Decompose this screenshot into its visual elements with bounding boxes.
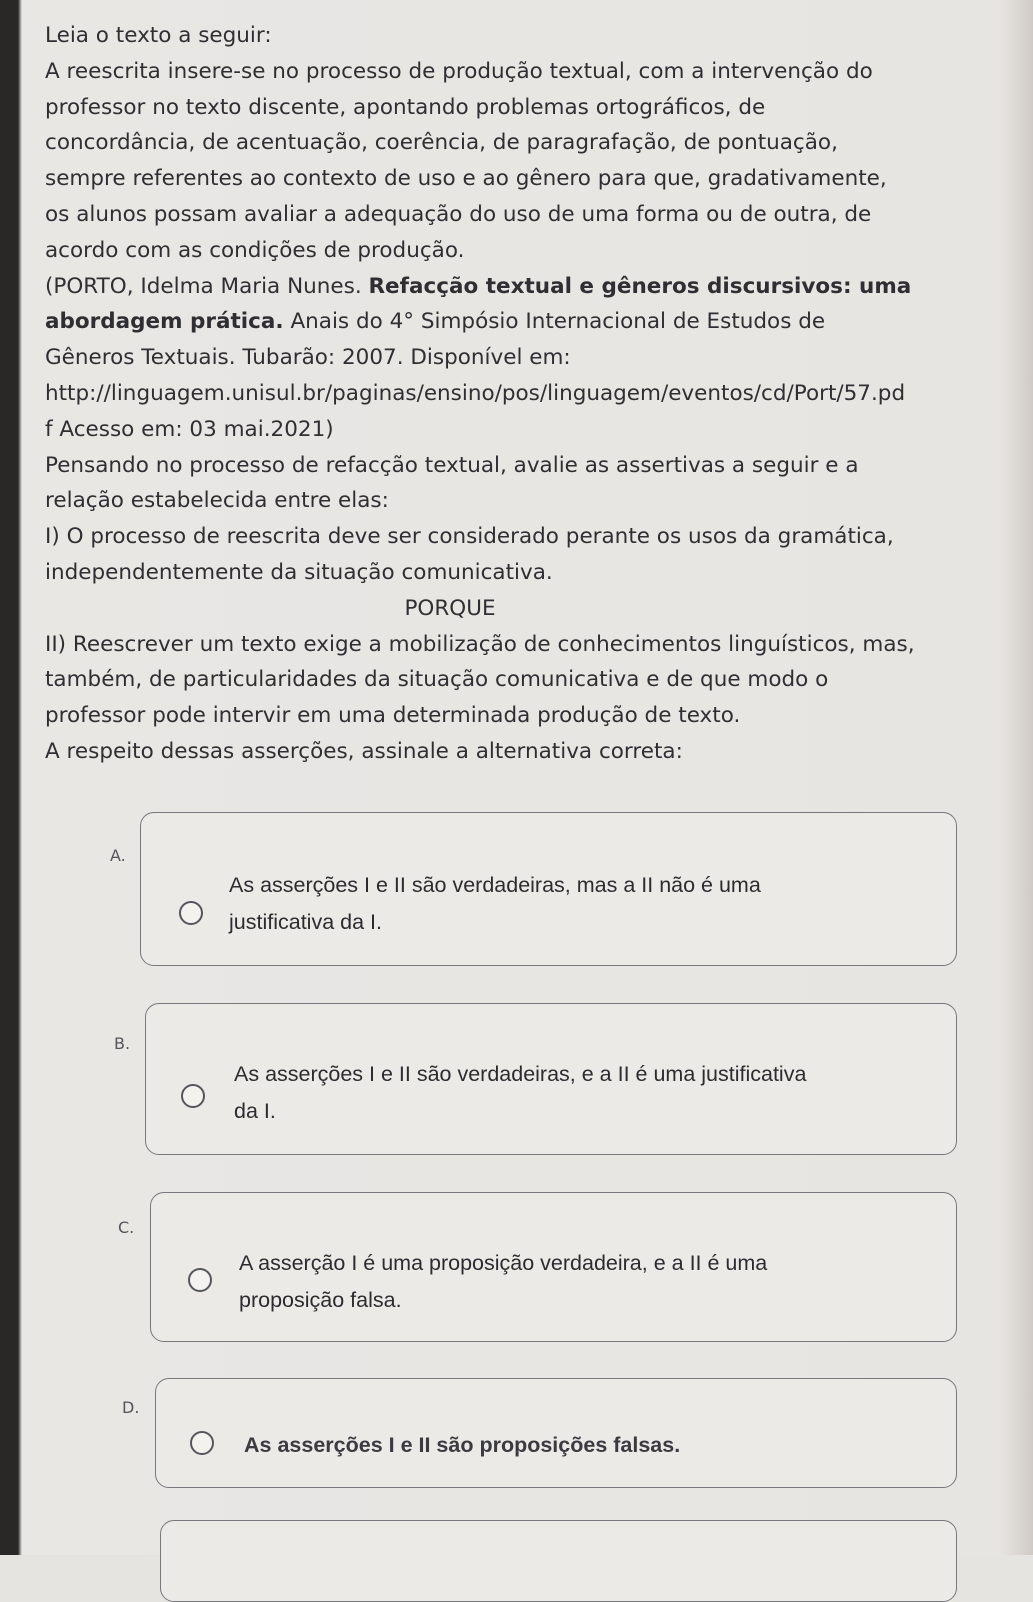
citation-title: Refacção textual e gêneros discursivos: uma xyxy=(368,273,912,299)
intro: Leia o texto a seguir: xyxy=(45,23,272,48)
citation-line xyxy=(45,304,985,340)
option-c-text xyxy=(239,1245,767,1319)
citation-line xyxy=(45,269,985,305)
option-letter-b: B. xyxy=(114,1034,131,1053)
passage-line: A reescrita insere-se no processo de produção textual, com a intervenção do xyxy=(45,58,873,84)
option-d-line: As asserções I e II são proposições falsas. xyxy=(244,1433,681,1457)
option-a-line: justificativa da I. xyxy=(229,910,382,934)
radio-d[interactable] xyxy=(190,1431,214,1455)
option-a-text xyxy=(229,867,761,941)
option-a-line: As asserções I e II são verdadeiras, mas a II não é uma xyxy=(229,873,761,897)
prompt-line: relação estabelecida entre elas: xyxy=(45,488,389,514)
passage-line: os alunos possam avaliar a adequação do uso de uma forma ou de outra, de xyxy=(45,201,872,227)
citation-title: abordagem prática. xyxy=(45,309,284,335)
option-d-text xyxy=(244,1427,680,1464)
passage-line: concordância, de acentuação, coerência, de paragrafação, de pontuação, xyxy=(45,130,838,156)
radio-c[interactable] xyxy=(188,1268,212,1292)
radio-a[interactable] xyxy=(179,901,203,925)
passage-line: professor no texto discente, apontando problemas ortográficos, de xyxy=(45,94,766,120)
assertion-1: independentemente da situação comunicativa. xyxy=(45,559,553,585)
citation-url: http://linguagem.unisul.br/paginas/ensino/pos/linguagem/eventos/cd/Port/57.pd xyxy=(45,380,906,406)
assertion-1: I) O processo de reescrita deve ser considerado perante os usos da gramática, xyxy=(45,524,894,550)
option-letter-c: C. xyxy=(118,1218,135,1237)
option-c[interactable] xyxy=(150,1192,957,1342)
passage-line: sempre referentes ao contexto de uso e ao gênero para que, gradativamente, xyxy=(45,166,887,192)
connector: PORQUE xyxy=(404,595,496,621)
option-b-line: da I. xyxy=(234,1099,276,1123)
instruction: A respeito dessas asserções, assinale a alternativa correta: xyxy=(45,738,683,764)
question-text xyxy=(45,18,985,770)
assertion-2: professor pode intervir em uma determinada produção de texto. xyxy=(45,703,741,729)
assertion-2: também, de particularidades da situação comunicativa e de que modo o xyxy=(45,667,829,693)
option-c-line: A asserção I é uma proposição verdadeira, e a II é uma xyxy=(239,1251,768,1275)
citation-line: f Acesso em: 03 mai.2021) xyxy=(45,416,334,442)
option-b-text xyxy=(234,1056,806,1130)
prompt-line: Pensando no processo de refacção textual, avalie as assertivas a seguir e a xyxy=(45,452,859,478)
assertion-2: II) Reescrever um texto exige a mobilização de conhecimentos linguísticos, mas, xyxy=(45,631,915,657)
option-b[interactable] xyxy=(145,1003,957,1155)
passage-line: acordo com as condições de produção. xyxy=(45,237,465,263)
option-letter-d: D. xyxy=(122,1398,140,1417)
option-a[interactable] xyxy=(140,812,957,966)
citation-text: Anais do 4° Simpósio Internacional de Estudos de xyxy=(283,309,826,335)
option-d[interactable] xyxy=(155,1378,957,1488)
option-b-line: As asserções I e II são verdadeiras, e a II é uma justificativa xyxy=(234,1062,807,1086)
citation-prefix: (PORTO, Idelma Maria Nunes. xyxy=(45,273,369,299)
option-letter-a: A. xyxy=(110,846,126,865)
citation-line: Gêneros Textuais. Tubarão: 2007. Disponível em: xyxy=(45,345,571,371)
option-c-line: proposição falsa. xyxy=(239,1288,402,1312)
radio-b[interactable] xyxy=(181,1084,205,1108)
next-option-card xyxy=(160,1520,957,1602)
